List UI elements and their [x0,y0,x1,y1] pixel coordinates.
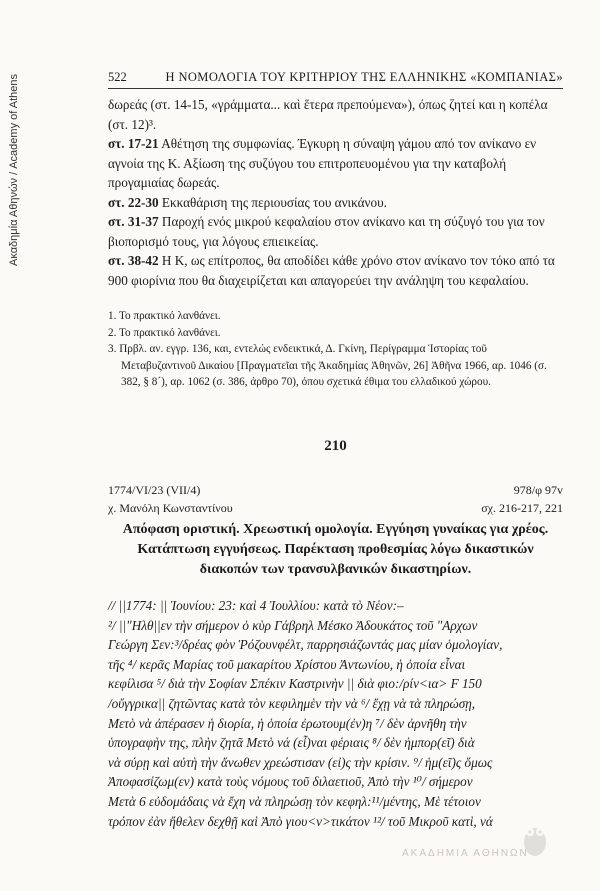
text-line: Μετὰ 6 εὐδομάδαις νὰ ἔχη νὰ πληρώσῃ τὸν κεφηλ:¹¹/μέντης, Μὲ τέτοιον [108,793,481,809]
owl-logo-icon [520,818,550,858]
paragraph-0: δωρεάς (στ. 14-15, «γράμματα... καὶ ἕτερα πρεπούμενα»), όπως ζητεί και η κοπέλα (στ. 12)³. [108,97,548,132]
text-line: τρόπον ἐὰν ἤθελεν δεχθῇ καὶ Ἀπὸ γιου<ν>τικάτον ¹²/ τοῦ Μικροῦ κατὶ, νά [108,813,493,829]
page-number: 522 [108,70,127,84]
document-meta [108,481,563,517]
line-ref: στ. 31-37 [108,214,159,229]
text-line: ²/ ||ʺΗλθ||εν τὴν σήμερον ὁ κὺρ Γάβρηλ Μέσκο Ἀδουκάτος τοῦ ʺΑρχων [108,617,478,633]
footnote-1: 1. Το πρακτικό λανθάνει. [108,310,221,322]
document-summary: Απόφαση οριστική. Χρεωστική ομολογία. Εγγύηση γυναίκας για χρέος. Κατάπτωση εγγυήσεως. Παρέκταση προθεσμίας λόγω δικαστικών διακοπών των τρανσυλβανικών δικαστηρίων. [122,522,549,577]
document-number: 210 [324,438,347,454]
footnote-3: 3. Πρβλ. αν. εγγρ. 136, και, εντελώς ενδεικτικά, Δ. Γκίνη, Περίγραμμα Ἱστορίας τοῦ Μεταβυζαντινοῦ Δικαίου [Πραγματεῖαι τῆς Ἀκαδημίας Ἀθηνῶν, 26] Ἀθῆνα 1966, αρ. 1046 (σ. 382, § 8´), αρ. 1062 (σ. 386, άρθρο 70), όπου σχετικά έθιμα του ελλαδικού χώρου. [108,343,547,388]
header-rule [108,88,563,89]
commentary [108,95,563,290]
lines-ref: σχ. 216-217, 221 [481,501,563,515]
watermark-text: ΑΚΑΔΗΜΙΑ ΑΘΗΝΩΝ [402,848,529,859]
document-text [108,596,563,831]
paragraph-4: στ. 38-42 Η Κ, ως επίτροπος, θα αποδίδει κάθε χρόνο στον ανίκανο τον τόκο από τα 900 φιορίνια που θα διαχειρίζεται και απαγορεύει την ανάληψη του κεφαλαίου. [108,253,555,288]
text-line: Γεώργη Σεν:³/δρέας φὸν Ῥόζουνφέλτ, παρρησιάζωντάς μας μίαν ὁμολογίαν, [108,637,503,653]
paragraph-2: στ. 22-30 Εκκαθάριση της περιουσίας του ανικάνου. [108,194,387,210]
text-line: ὑπογραφὴν της, πλὴν ζητᾶ Μετὸ νά (εἶ)ναι φέριαις ⁸/ δὲν ἠμπορ(εῖ) διὰ [108,735,475,751]
sidebar-watermark [2,40,26,300]
running-title: Η ΝΟΜΟΛΟΓΙΑ ΤΟΥ ΚΡΙΤΗΡΙΟΥ ΤΗΣ ΕΛΛΗΝΙΚΗΣ «ΚΟΜΠΑΝΙΑΣ» [165,70,563,84]
text-line: Μετὸ νὰ ἀπέρασεν ἡ διορία, ἡ ὁποία ἐρωτουμ(ἐν)η ⁷/ δὲν ἀρνῆθη τὴν [108,715,467,731]
text-line: Ἀποφασίζωμ(εν) κατὰ τοὺς νόμους τοῦ διλαετιοῦ, Ἀπὸ τὴν ¹⁰/ σήμερον [108,774,473,790]
paragraph-1: στ. 17-21 Αθέτηση της συμφωνίας. Έγκυρη η σύναψη γάμου από τον ανίκανο εν αγνοία της Κ. Αξίωση της συζύγου του επιτροπευομένου για την καταβολή προγαμιαίας δωρεάς. [108,136,537,190]
line-ref: στ. 22-30 [108,194,159,210]
footnote-2: 2. Το πρακτικό λανθάνει. [108,326,221,339]
text-line: /οὔγγρικα|| ζητῶντας κατὰ τὸν κεφιλημὲν τὴν νὰ ⁶/ ἔχῃ νὰ τὰ πληρώσῃ, [108,695,476,711]
text-line: τῆς ⁴/ κερᾶς Μαρίας τοῦ μακαρίτου Χρίστου Ἀντωνίου, ἡ ὁποία εἶναι [108,656,466,672]
text-line: νὰ σύρῃ καὶ αὐτὴ τὴν ἄνωθεν χρεώστισαν (εἰ)ς τὴν κρίσιν. ⁹/ ἡμ(εῖ)ς ὅμως [108,754,493,770]
line-ref: στ. 17-21 [108,136,159,151]
scribe: χ. Μανόλη Κωνσταντίνου [108,501,233,515]
footnotes [108,308,563,391]
text-line: // ||1774: || Ἰουνίου: 23: καὶ 4 Ἰουλλίου: κατὰ τὸ Νέον:– [108,598,404,613]
line-ref: στ. 38-42 [108,253,159,268]
sidebar-text: Ακαδημία Αθηνών / Academy of Athens [8,73,20,267]
academy-watermark [402,848,567,874]
document-date: 1774/VI/23 (VII/4) [108,483,201,497]
text-line: κεφίλισα ⁵/ διὰ τὴν Σοφίαν Σπέκιν Καστρινὴν || διὰ φιο:/ρίν<ια> F 150 [108,676,482,692]
folio-ref: 978/φ 97v [513,483,563,497]
paragraph-3: στ. 31-37 Παροχή ενός μικρού κεφαλαίου στον ανίκανο και τη σύζυγό του για τον βιοπορισμό τους, για λόγους επιεικείας. [108,214,545,249]
running-header [108,70,563,85]
